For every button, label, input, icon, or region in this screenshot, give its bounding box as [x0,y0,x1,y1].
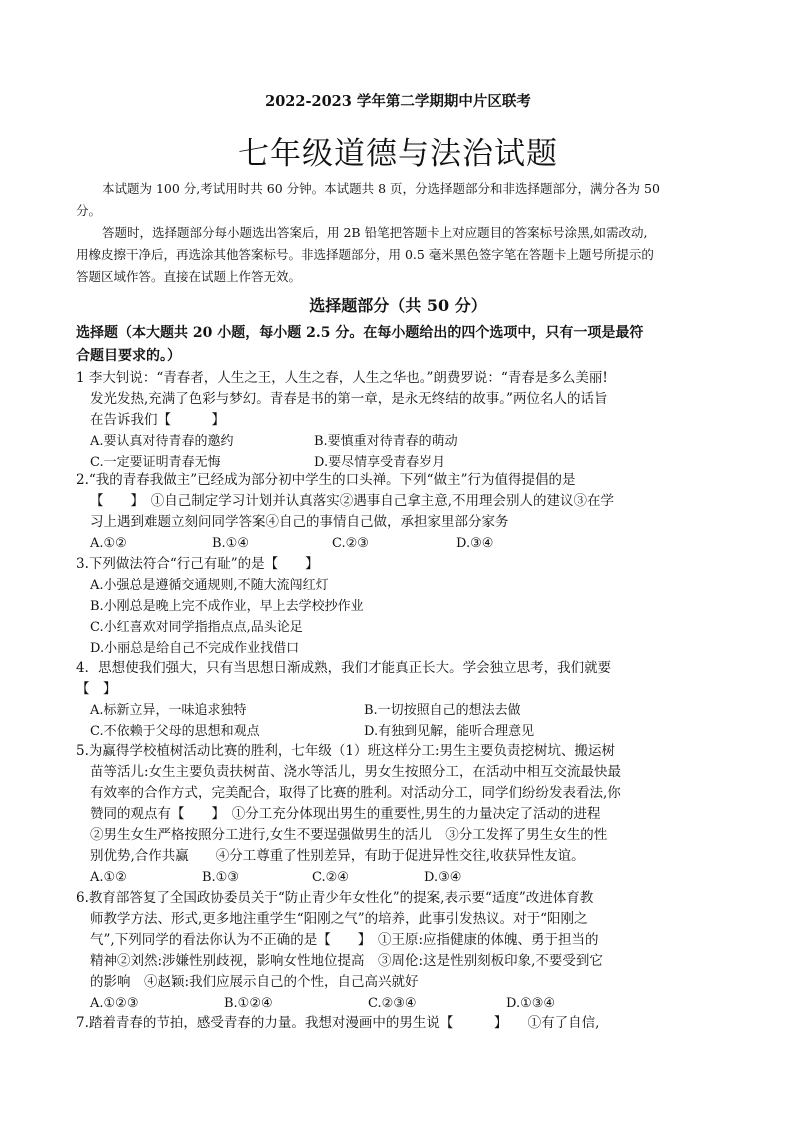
option-d: D.小丽总是给自己不完成作业找借口 [90,641,300,656]
option-d: D.③④ [424,870,462,885]
instructions-line: 答题时，选择题部分每小题选出答案后，用 2B 铅笔把答题卡上对应题目的答案标号涂黑,如需改动, [102,225,648,240]
option-d: D.①③④ [506,996,556,1011]
question-text-line: 2.“我的青春我做主”已经成为部分初中学生的口头禅。下列“做主”行为值得提倡的是 [76,472,576,488]
question-text-line: 3.下列做法符合“行己有耻”的是【 】 [76,556,319,572]
option-b: B.一切按照自己的想法去做 [364,703,521,718]
question-text-line: 在告诉我们【 】 [90,412,225,428]
question-text-line: 4．思想使我们强大，只有当思想日渐成熟，我们才能真正长大。学会独立思考，我们就要 [76,660,612,676]
question-text-line: 7.踏着青春的节拍，感受青春的力量。我想对漫画中的男生说【 】 ①有了自信, [76,1015,600,1031]
question-text-line: 别优势,合作共赢 ④分工尊重了性别差异，有助于促进异性交往,收获异性友谊。 [90,848,585,864]
instructions-line: 用橡皮擦干净后，再选涂其他答案标号。非选择题部分，用 0.5 毫米黑色签字笔在答题卡上题号所提示的 [76,247,654,262]
question-text-line: 1 李大钊说：“青春者，人生之王，人生之春，人生之华也。”朗费罗说：“青春是多么美丽! [76,370,608,386]
option-b: B.要慎重对待青春的萌动 [314,434,458,449]
option-c: C.小红喜欢对同学指指点点,品头论足 [90,620,303,635]
question-text-line: 【 】 [76,681,117,697]
question-text-line: 发光发热,充满了色彩与梦幻。青春是书的第一章，是永无终结的故事。”两位名人的话旨 [90,391,608,407]
exam-title: 七年级道德与法治试题 [238,136,558,172]
question-text-line: 6.教育部答复了全国政协委员关于“防止青少年女性化”的提案,表示要“适度”改进体育教 [76,890,594,906]
instructions-paragraph-1 [76,178,720,222]
option-c: C.②④ [312,870,349,885]
question-text-line: 气”,下列同学的看法你认为不正确的是【 】 ①王原:应指健康的体魄、勇于担当的 [90,932,599,948]
question-text-line: 【 】 ①自己制定学习计划并认真落实②遇事自己拿主意,不用理会别人的建议③在学 [90,493,615,509]
option-a: A.要认真对待青春的邀约 [90,434,234,449]
instructions-line: 本试题为 100 分,考试用时共 60 分钟。本试题共 8 页，分选择题部分和非选择题部分，满分各为 50 [102,181,660,196]
option-b: B.①②④ [224,996,273,1011]
option-b: B.①④ [212,536,249,551]
option-d: D.要尽情享受青春岁月 [314,455,446,470]
question-text-line: 的影响 ④赵颖:我们应展示自己的个性，自己高兴就好 [90,974,419,990]
option-c: C.②③④ [368,996,417,1011]
question-text-line: 精神②刘然:涉嫌性别歧视，影响女性地位提高 ③周伦:这是性别刻板印象,不要受到它 [90,953,603,969]
instructions-paragraph-2 [76,222,720,288]
question-text-line: 5.为赢得学校植树活动比赛的胜利，七年级（1）班这样分工:男生主要负责挖树坑、搬运树 [76,743,616,759]
option-c: C.②③ [332,536,369,551]
question-text-line: 有效率的合作方式，完美配合，取得了比赛的胜利。对活动分工，同学们纷纷发表看法,你 [90,785,621,801]
instructions-line: 分。 [76,203,102,218]
option-c: C.不依赖于父母的思想和观点 [90,724,260,739]
section-instructions-line: 合题目要求的。） [76,348,181,364]
exam-year-heading: 2022-2023 学年第二学期期中片区联考 [265,93,531,110]
section-title: 选择题部分（共 50 分） [309,296,487,315]
option-a: A.标新立异，一味追求独特 [90,703,247,718]
section-instructions-line: 选择题（本大题共 20 小题，每小题 2.5 分。在每小题给出的四个选项中，只有一项是最符 [76,325,644,341]
question-text-line: ②男生女生严格按照分工进行,女生不要逞强做男生的活儿 ③分工发挥了男生女生的性 [90,827,608,843]
option-c: C.一定要证明青春无悔 [90,455,221,470]
option-a: A.①② [90,870,127,885]
question-text-line: 习上遇到难题立刻问同学答案④自己的事情自己做，承担家里部分家务 [90,514,509,530]
option-d: D.③④ [456,536,494,551]
option-a: A.小强总是遵循交通规则,不随大流闯红灯 [90,578,329,593]
option-d: D.有独到见解，能听合理意见 [364,724,535,739]
section-instructions [76,322,720,368]
option-b: B.①③ [202,870,239,885]
option-a: A.①②③ [90,996,139,1011]
option-a: A.①② [90,536,127,551]
instructions-line: 答题区域作答。直接在试题上作答无效。 [76,269,302,284]
question-text-line: 赞同的观点有【 】 ①分工充分体现出男生的重要性,男生的力量决定了活动的进程 [90,806,601,822]
option-b: B.小刚总是晚上完不成作业，早上去学校抄作业 [90,599,364,614]
question-text-line: 苗等活儿:女生主要负责扶树苗、浇水等活儿，男女生按照分工，在活动中相互交流最快最 [90,764,622,780]
question-text-line: 师教学方法、形式,更多地注重学生“阳刚之气”的培养，此事引发热议。对于“阳刚之 [90,911,588,927]
